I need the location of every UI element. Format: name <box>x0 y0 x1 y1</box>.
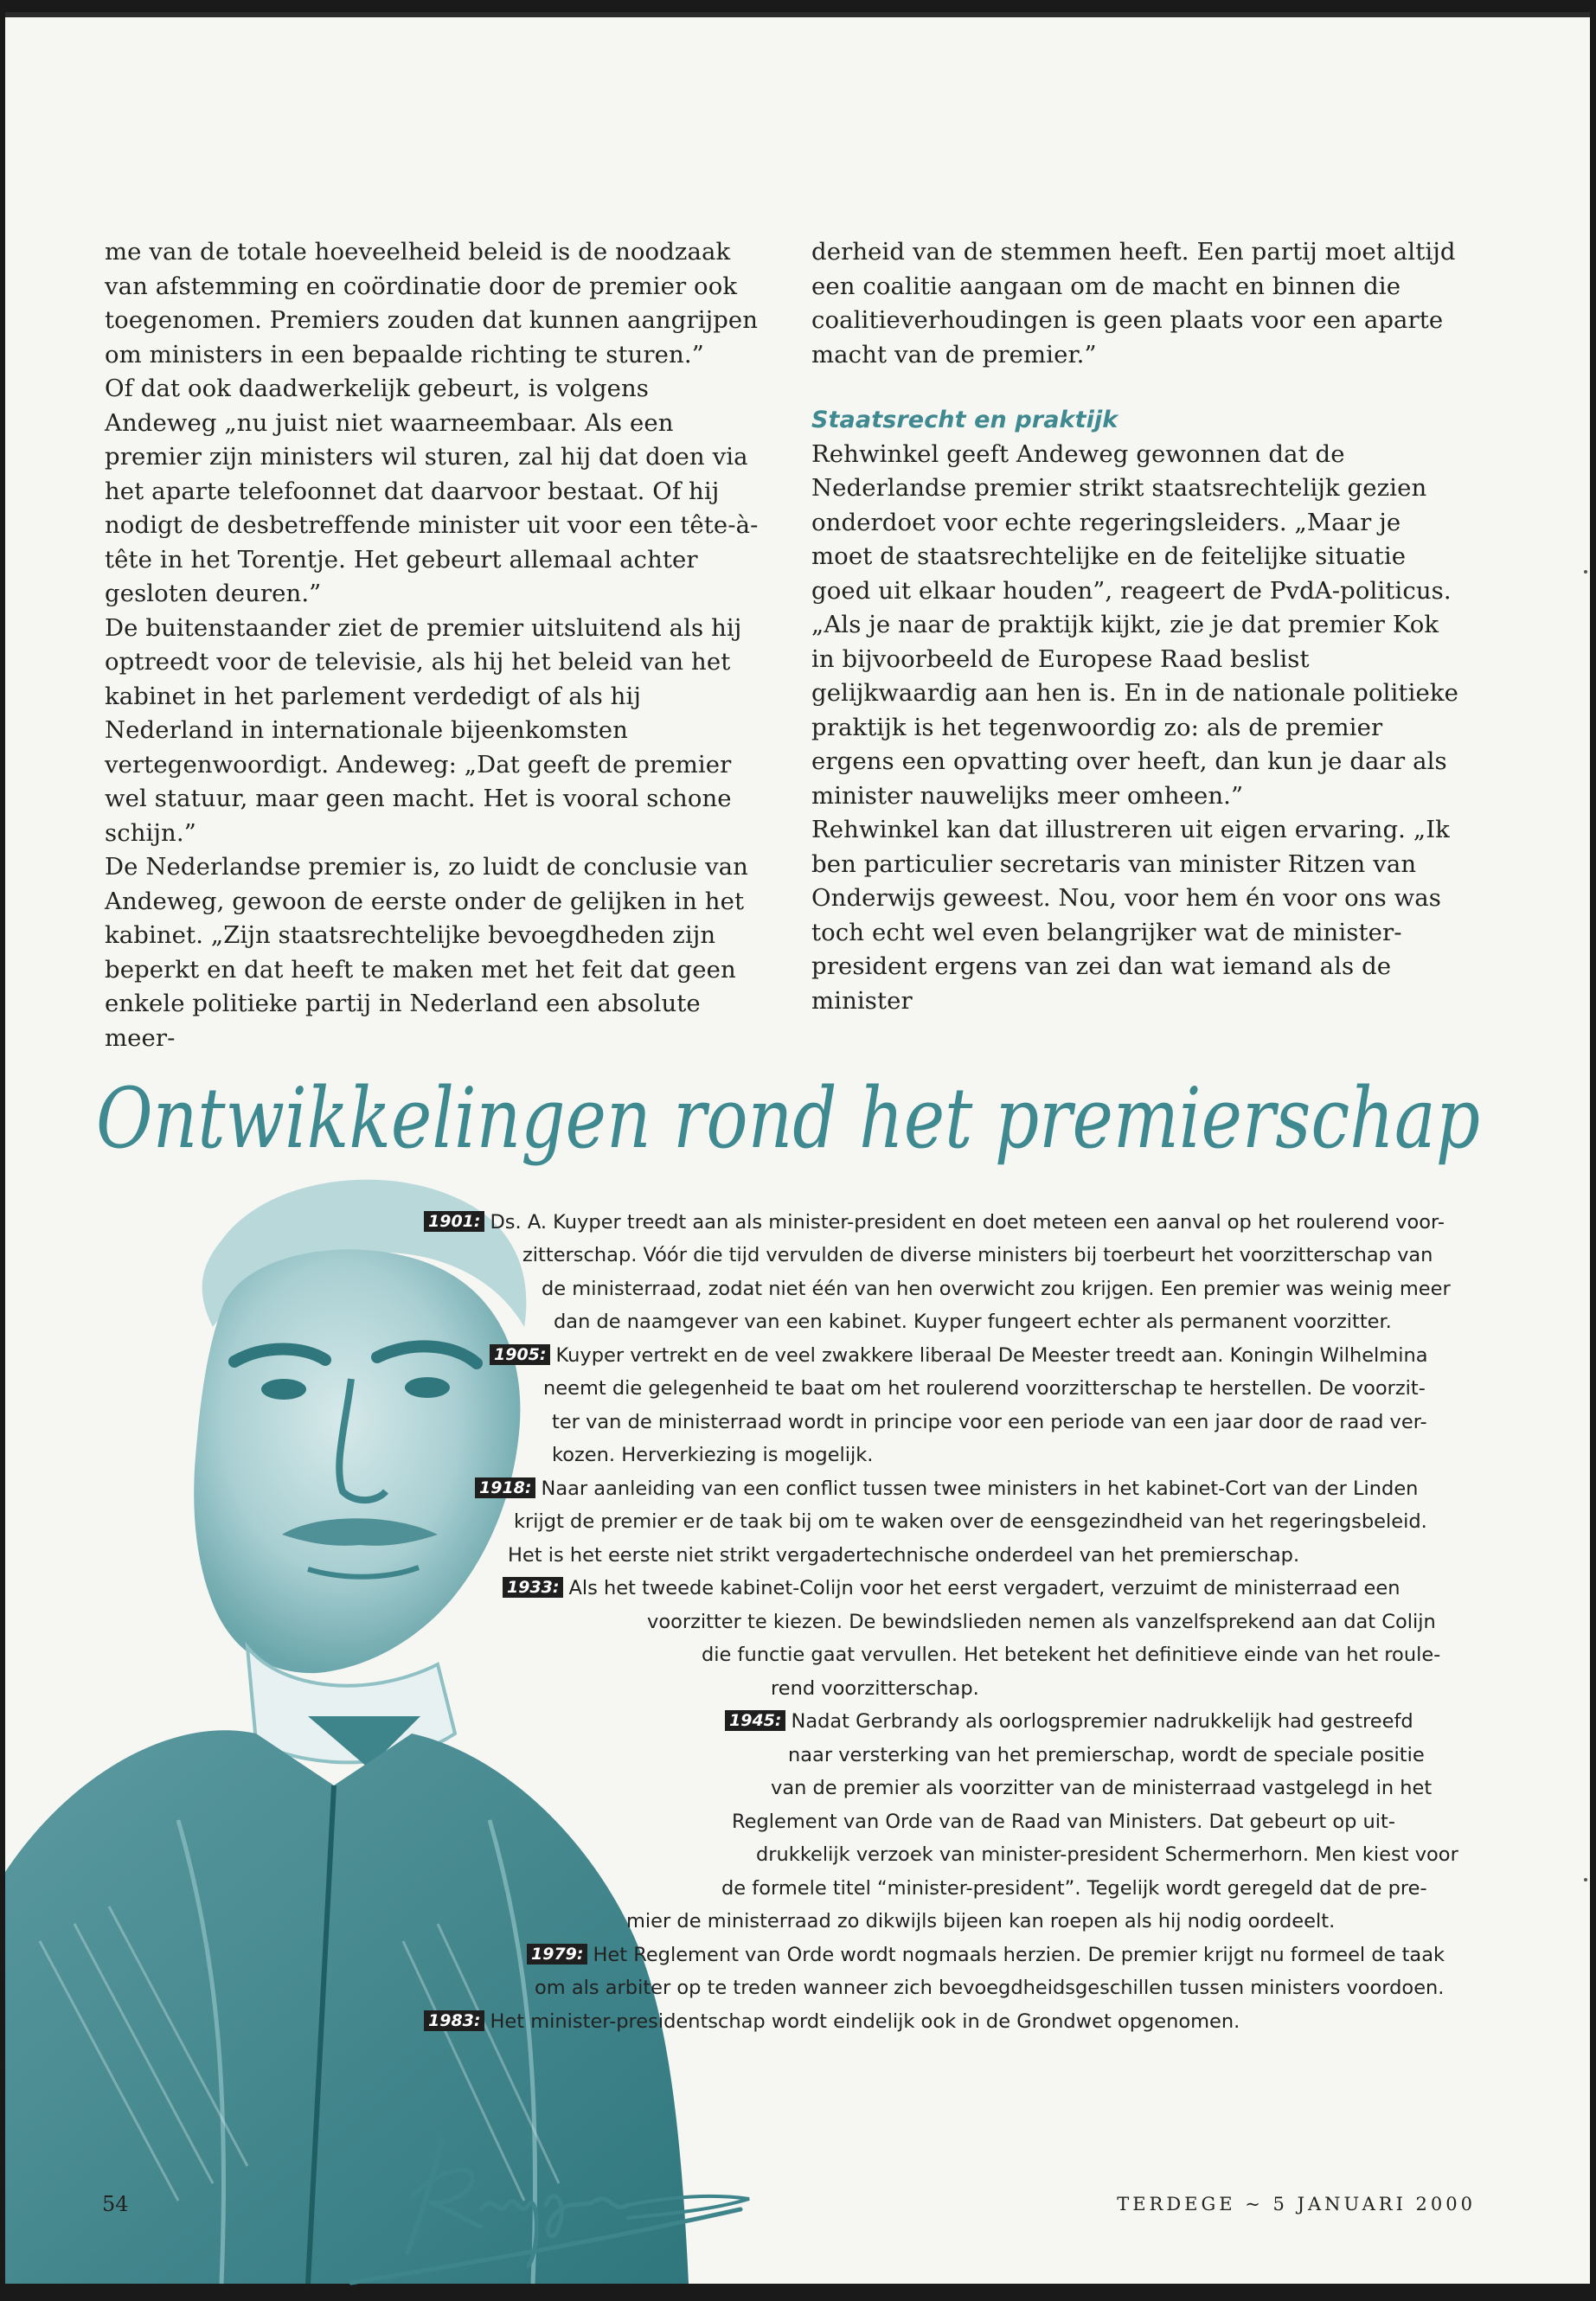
timeline-line: naar versterking van het premierschap, wordt de speciale positie <box>788 1744 1425 1766</box>
kuyper-signature <box>369 2123 818 2287</box>
timeline-text: Kuyper vertrekt en de veel zwakkere liberaal De Meester treedt aan. Koningin Wilhelmina <box>555 1344 1428 1367</box>
subheading: Staatsrecht en praktijk <box>811 407 1118 433</box>
section-title-text: Ontwikkelingen rond het premierschap <box>96 1070 1480 1167</box>
timeline-line <box>503 1572 1400 1606</box>
timeline-line: drukkelijk verzoek van minister-president Schermerhorn. Men kiest voor <box>756 1843 1458 1866</box>
year-badge: 1905: <box>490 1344 550 1365</box>
timeline-line <box>475 1472 1418 1506</box>
timeline-text: Nadat Gerbrandy als oorlogspremier nadrukkelijk had gestreefd <box>791 1710 1413 1733</box>
timeline-line: Reglement van Orde van de Raad van Ministers. Dat gebeurt op uit- <box>732 1811 1395 1833</box>
article-paragraph: Of dat ook daadwerkelijk gebeurt, is volgens Andeweg „nu juist niet waarneembaar. Als een premier zijn ministers wil sturen, zal hij dat doen via het aparte telefoonnet dat daarvoor bestaat. Of hij nodigt de desbetreffende minister uit voor een tête-à-tête in het Torentje. Het gebeurt allemaal achter gesloten deuren.” <box>105 375 759 607</box>
timeline-line: van de premier als voorzitter van de ministerraad vastgelegd in het <box>771 1777 1433 1799</box>
timeline-text: Naar aanleiding van een conflict tussen twee ministers in het kabinet-Cort van der Linden <box>541 1477 1419 1500</box>
year-badge: 1979: <box>527 1944 587 1965</box>
article-paragraph: me van de totale hoeveelheid beleid is de noodzaak van afstemming en coördinatie door de premier ook toegenomen. Premiers zouden dat kunnen aangrijpen om ministers in een bepaalde richting te sturen.” <box>105 238 759 369</box>
timeline-line <box>725 1705 1413 1739</box>
year-badge: 1983: <box>424 2010 484 2031</box>
timeline-line: de formele titel “minister-president”. Tegelijk wordt geregeld dat de pre- <box>721 1877 1427 1900</box>
timeline-line <box>424 1206 1445 1240</box>
speck <box>1584 570 1587 574</box>
timeline-line: die functie gaat vervullen. Het betekent het definitieve einde van het roule- <box>702 1644 1441 1666</box>
timeline-line: om als arbiter op te treden wanneer zich bevoegdheidsgeschillen tussen ministers voordoen. <box>535 1977 1445 1999</box>
article-paragraph: derheid van de stemmen heeft. Een partij moet altijd een coalitie aangaan om de macht en binnen die coalitieverhoudingen is geen plaats voor een aparte macht van de premier.” <box>811 238 1456 369</box>
timeline-line: ter van de ministerraad wordt in principe voor een periode van een jaar door de raad ver- <box>552 1411 1427 1433</box>
speck <box>1584 1878 1587 1881</box>
year-badge: 1945: <box>725 1710 785 1731</box>
page-number: 54 <box>102 2192 129 2216</box>
timeline-text: Het minister-presidentschap wordt eindelijk ook in de Grondwet opgenomen. <box>490 2010 1240 2033</box>
timeline-line: zitterschap. Vóór die tijd vervulden de diverse ministers bij toerbeurt het voorzitterschap van <box>522 1244 1433 1266</box>
timeline-line <box>490 1339 1428 1373</box>
magazine-page <box>5 12 1590 2284</box>
article-paragraph: De Nederlandse premier is, zo luidt de conclusie van Andeweg, gewoon de eerste onder de gelijken in het kabinet. „Zijn staatsrechtelijke bevoegdheden zijn beperkt en dat heeft te maken met het feit dat geen enkele politieke partij in Nederland een absolute meer- <box>105 853 748 1052</box>
timeline-line: krijgt de premier er de taak bij om te waken over de eensgezindheid van het regeringsbeleid. <box>514 1510 1427 1533</box>
timeline-line: voorzitter te kiezen. De bewindslieden nemen als vanzelfsprekend aan dat Colijn <box>647 1611 1436 1633</box>
timeline <box>5 1206 1590 2036</box>
article-paragraph: Rehwinkel geeft Andeweg gewonnen dat de Nederlandse premier strikt staatsrechtelijk gezien onderdoet voor echte regeringsleiders. „Maar je moet de staatsrechtelijke en de feitelijke situatie goed uit elkaar houden”, reageert de PvdA-politicus. „Als je naar de praktijk kijkt, zie je dat premier Kok in bijvoorbeeld de Europese Raad beslist gelijkwaardig aan hen is. En in de nationale politieke praktijk is het tegenwoordig zo: als de premier ergens een opvatting over heeft, dan kun je daar als minister nauwelijks meer omheen.” <box>811 439 1458 810</box>
timeline-line: dan de naamgever van een kabinet. Kuyper fungeert echter als permanent voorzitter. <box>554 1311 1392 1333</box>
year-badge: 1901: <box>424 1211 484 1232</box>
timeline-text: Ds. A. Kuyper treedt aan als minister-president en doet meteen een aanval op het roulerend voor- <box>490 1211 1445 1234</box>
article-paragraph: De buitenstaander ziet de premier uitsluitend als hij optreedt voor de televisie, als hij het beleid van het kabinet in het parlement verdedigt of als hij Nederland in internationale bijeenkomsten vertegenwoordigt. Andeweg: „Dat geeft de premier wel statuur, maar geen macht. Het is vooral schone schijn.” <box>105 613 742 847</box>
timeline-line: Het is het eerste niet strikt vergadertechnische onderdeel van het premierschap. <box>508 1544 1300 1567</box>
timeline-text: Het Reglement van Orde wordt nogmaals herzien. De premier krijgt nu formeel de taak <box>593 1944 1445 1966</box>
timeline-text: Als het tweede kabinet-Colijn voor het eerst vergadert, verzuimt de ministerraad een <box>568 1577 1401 1599</box>
timeline-line: neemt die gelegenheid te baat om het roulerend voorzitterschap te herstellen. De voorzit- <box>543 1377 1426 1400</box>
year-badge: 1933: <box>503 1577 563 1598</box>
timeline-line: rend voorzitterschap. <box>771 1677 979 1700</box>
article-paragraph: Rehwinkel kan dat illustreren uit eigen ervaring. „Ik ben particulier secretaris van minister Ritzen van Onderwijs geweest. Nou, voor hem én voor ons was toch echt wel even belangrijker wat de minister-president ergens van zei dan wat iemand als de minister <box>811 816 1450 1015</box>
timeline-line: kozen. Herverkiezing is mogelijk. <box>552 1444 874 1466</box>
publication-footer: TERDEGE ~ 5 JANUARI 2000 <box>1117 2194 1476 2214</box>
section-title <box>96 1050 1523 1189</box>
top-border <box>5 12 1590 17</box>
timeline-line: mier de ministerraad zo dikwijls bijeen kan roepen als hij nodig oordeelt. <box>626 1910 1336 1932</box>
article-right-column <box>811 235 1469 1018</box>
timeline-line: de ministerraad, zodat niet één van hen overwicht zou krijgen. Een premier was weinig meer <box>542 1278 1451 1300</box>
article-left-column <box>105 235 762 1055</box>
timeline-line <box>424 2005 1240 2039</box>
year-badge: 1918: <box>475 1477 535 1498</box>
timeline-line <box>527 1939 1445 1972</box>
